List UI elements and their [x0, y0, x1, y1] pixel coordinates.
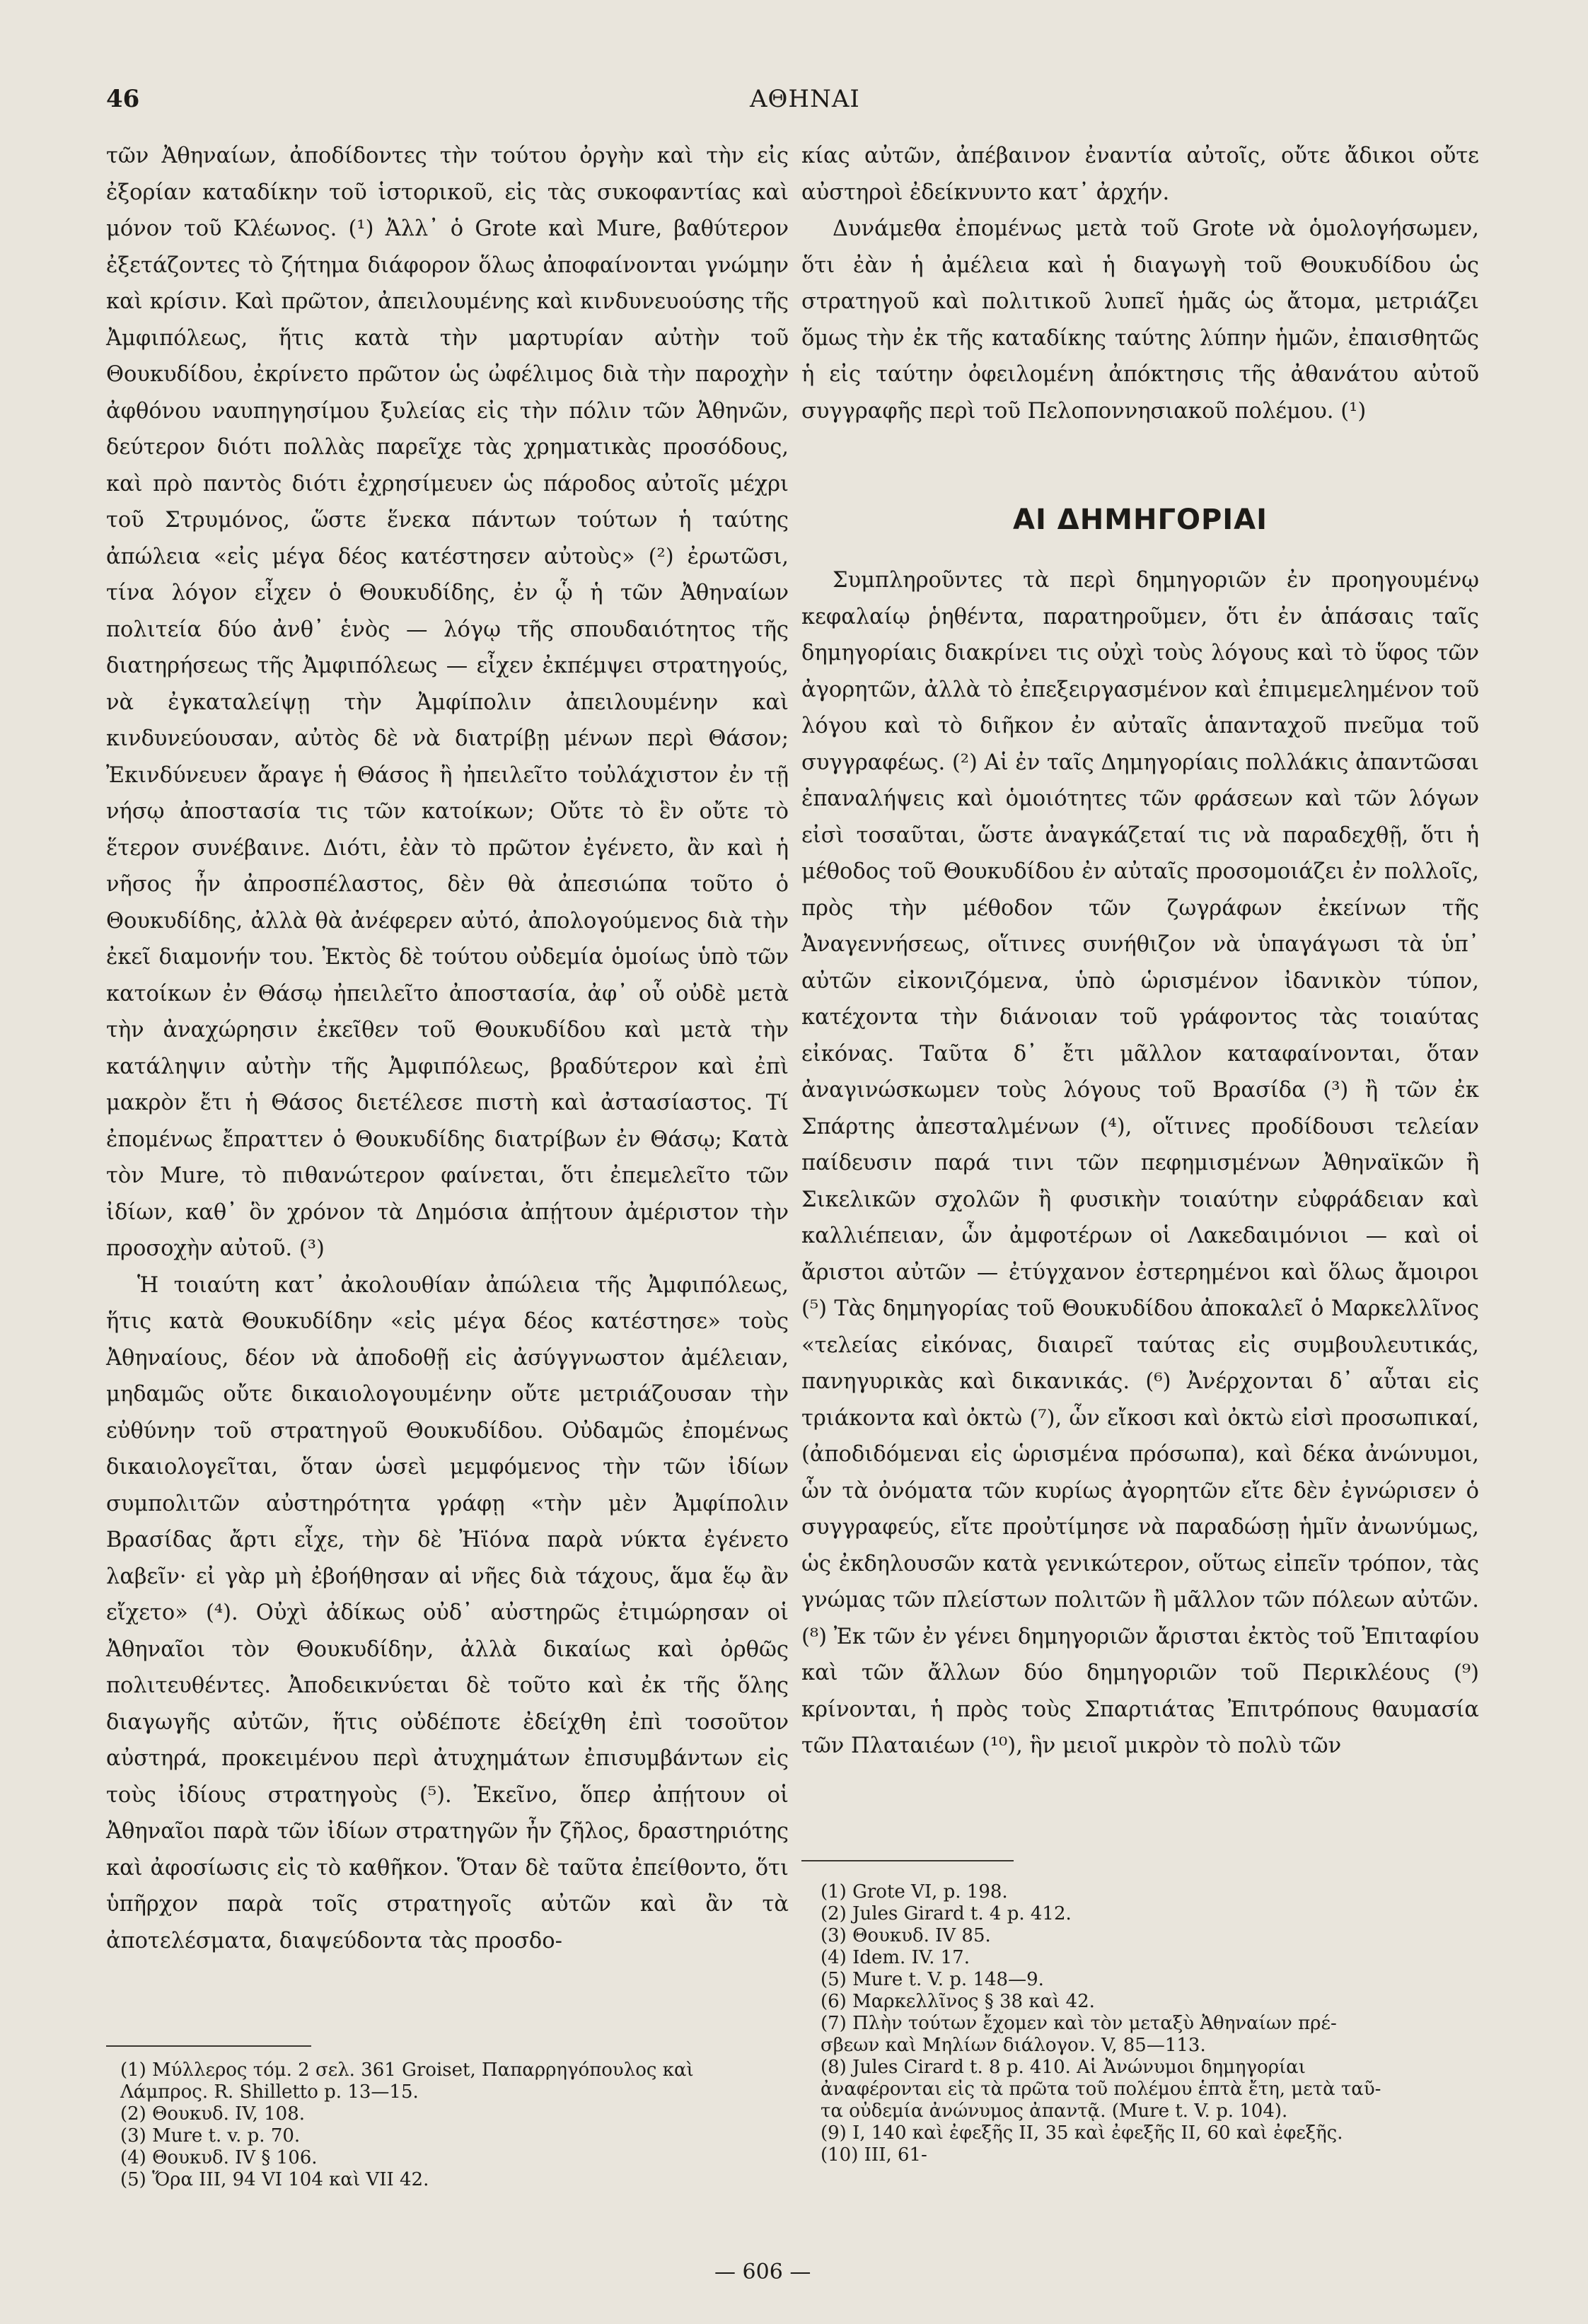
right-column-section	[801, 562, 1479, 1765]
footnote: (5) Mure t. V. p. 148—9.	[821, 1969, 1044, 1990]
footnote: τα οὐδεμία ἀνώνυμος ἀπαντᾷ. (Mure t. V. p. 104).	[821, 2101, 1288, 2122]
footnote: (3) Mure t. v. p. 70.	[120, 2125, 301, 2146]
right-footnotes	[821, 1881, 1471, 2166]
paragraph: Συμπληροῦντες τὰ περὶ δημηγοριῶν ἐν προηγουμένῳ κεφαλαίῳ ῥηθέντα, παρατηροῦμεν, ὅτι ἐν ἁπάσαις ταῖς δημηγορίαις διακρίνει τις οὐχὶ τοὺς λόγους καὶ τὸ ὕφος τῶν ἀγορητῶν, ἀλλὰ τὸ ἐπεξειργασμένον καὶ ἐπιμεμελημένον τοῦ λόγου καὶ τὸ διῆκον ἐν αὐταῖς ἁπανταχοῦ πνεῦμα τοῦ συγγραφέως. (²) Αἱ ἐν ταῖς Δημηγορίαις πολλάκις ἀπαντῶσαι ἐπαναλήψεις καὶ ὁμοιότητες τῶν φράσεων καὶ τῶν λόγων εἰσὶ τοσαῦται, ὥστε ἀναγκάζεταί τις νὰ παραδεχθῇ, ὅτι ἡ μέθοδος τοῦ Θουκυδίδου ἐν αὐταῖς προσομοιάζει ἐν πολλοῖς, πρὸς τὴν μέθοδον τῶν ζωγράφων ἐκείνων τῆς Ἀναγεννήσεως, οἵτινες συνήθιζον νὰ ὑπαγάγωσι τὰ ὑπ᾽ αὐτῶν εἰκονιζόμενα, ὑπὸ ὡρισμένον ἰδανικὸν τύπον, κατέχοντα τὴν διάνοιαν τοῦ γράφοντος τὰς τοιαύτας εἰκόνας. Ταῦτα δ᾽ ἔτι μᾶλλον καταφαίνονται, ὅταν ἀναγινώσκωμεν τοὺς λόγους τοῦ Βρασίδα (³) ἢ τῶν ἐκ Σπάρτης ἀπεσταλμένων (⁴), οἵτινες προδίδουσι τελείαν παίδευσιν παρά τινι τῶν πεφημισμένων Ἀθηναϊκῶν ἢ Σικελικῶν σχολῶν ἢ φυσικὴν τοιαύτην εὐφράδειαν καὶ καλλιέπειαν, ὧν ἀμφοτέρων οἱ Λακεδαιμόνιοι — καὶ οἱ ἄριστοι αὐτῶν — ἐτύγχανον ἐστερημένοι καὶ ὅλως ἄμοιροι (⁵) Τὰς δημηγορίας τοῦ Θουκυδίδου ἀποκαλεῖ ὁ Μαρκελλῖνος «τελείας εἰκόνας, διαιρεῖ ταύτας εἰς συμβουλευτικάς, πανηγυρικὰς καὶ δικανικάς. (⁶) Ἀνέρχονται δ᾽ αὗται εἰς τριάκοντα καὶ ὀκτὼ (⁷), ὧν εἴκοσι καὶ ὀκτὼ εἰσὶ προσωπικαί, (ἀποδιδόμεναι εἰς ὡρισμένα πρόσωπα), καὶ δέκα ἀνώνυμοι, ὧν τὰ ὀνόματα τῶν κυρίως ἀγορητῶν εἴτε δὲν ἐγνώρισεν ὁ συγγραφεύς, εἴτε προὐτίμησε νὰ παραδώσῃ ἡμῖν ἀνωνύμως, ὡς ἐκδηλουσῶν κατὰ γενικώτερον, οὕτως εἰπεῖν τρόπον, τὰς γνώμας τῶν πλείστων πολιτῶν ἢ μᾶλλον τῶν πόλεων αὐτῶν. (⁸) Ἐκ τῶν ἐν γένει δημηγοριῶν ἄρισται ἐκτὸς τοῦ Ἐπιταφίου καὶ τῶν ἄλλων δύο δημηγοριῶν τοῦ Περικλέους (⁹) κρίνονται, ἡ πρὸς τοὺς Σπαρτιάτας Ἐπιτρόπους θαυμασία τῶν Πλαταιέων (¹⁰), ἣν μειοῖ μικρὸν τὸ πολὺ τῶν	[801, 568, 1479, 1758]
footnote: (4) Idem. IV. 17.	[821, 1947, 970, 1968]
footnote: (1) Grote VI, p. 198.	[821, 1881, 1008, 1902]
signature-mark: — 606 —	[714, 2260, 811, 2284]
footnote: (6) Μαρκελλῖνος § 38 καὶ 42.	[821, 1991, 1095, 2012]
right-column-top	[801, 138, 1479, 429]
footnote: (1) Μύλλερος τόμ. 2 σελ. 361 Groiset, Παπαρρηγόπουλος καὶ Λάμπρος. R. Shilletto p. 13—15.	[120, 2059, 694, 2103]
footnote: (8) Jules Cirard t. 8 p. 410. Αἱ Ἀνώνυμοι δημηγορίαι	[821, 2057, 1306, 2078]
left-column	[106, 138, 789, 1959]
paragraph: Ἡ τοιαύτη κατ᾽ ἀκολουθίαν ἀπώλεια τῆς Ἀμφιπόλεως, ἥτις κατὰ Θουκυδίδην «εἰς μέγα δέος κατέστησε» τοὺς Ἀθηναίους, δέον νὰ ἀποδοθῇ εἰς ἀσύγγνωστον ἀμέλειαν, μηδαμῶς οὔτε δικαιολογουμένην οὔτε μετριάζουσαν τὴν εὐθύνην τοῦ στρατηγοῦ Θουκυδίδου. Οὐδαμῶς ἐπομένως δικαιολογεῖται, ὅταν ὡσεὶ μεμφόμενος τὴν τῶν ἰδίων συμπολιτῶν αὐστηρότητα γράφῃ «τὴν μὲν Ἀμφίπολιν Βρασίδας ἄρτι εἶχε, τὴν δὲ Ἠϊόνα παρὰ νύκτα ἐγένετο λαβεῖν· εἰ γὰρ μὴ ἐβοήθησαν αἱ νῆες διὰ τάχους, ἅμα ἕῳ ἂν εἴχετο» (⁴). Οὐχὶ ἀδίκως οὐδ᾽ αὐστηρῶς ἐτιμώρησαν οἱ Ἀθηναῖοι τὸν Θουκυδίδην, ἀλλὰ δικαίως καὶ ὀρθῶς πολιτευθέντες. Ἀποδεικνύεται δὲ τοῦτο καὶ ἐκ τῆς ὅλης διαγωγῆς αὐτῶν, ἥτις οὐδέποτε ἐδείχθη ἐπὶ τοσοῦτον αὐστηρά, προκειμένου περὶ ἀτυχημάτων ἐπισυμβάντων εἰς τοὺς ἰδίους στρατηγοὺς (⁵). Ἐκεῖνο, ὅπερ ἀπῄτουν οἱ Ἀθηναῖοι παρὰ τῶν ἰδίων στρατηγῶν ἦν ζῆλος, δραστηριότης καὶ ἀφοσίωσις εἰς τὸ καθῆκον. Ὅταν δὲ ταῦτα ἐπείθοντο, ὅτι ὑπῆρχον παρὰ τοῖς στρατηγοῖς αὐτῶν καὶ ἂν τὰ ἀποτελέσματα, διαψεύδοντα τὰς προσδο-	[106, 1272, 789, 1953]
footnote: (5) Ὅρα III, 94 VI 104 καὶ VII 42.	[120, 2169, 429, 2190]
left-footnotes	[120, 2059, 771, 2191]
page-number: 46	[106, 85, 140, 113]
paragraph: κίας αὐτῶν, ἀπέβαινον ἐναντία αὐτοῖς, οὔτε ἄδικοι οὔτε αὐστηροὶ ἐδείκνυντο κατ᾽ ἀρχήν.	[801, 144, 1479, 205]
section-heading: ΑΙ ΔΗΜΗΓΟΡΙΑΙ	[1012, 504, 1268, 536]
paragraph: Δυνάμεθα ἐπομένως μετὰ τοῦ Grote νὰ ὁμολογήσωμεν, ὅτι ἐὰν ἡ ἀμέλεια καὶ ἡ διαγωγὴ τοῦ Θουκυδίδου ὡς στρατηγοῦ καὶ πολιτικοῦ λυπεῖ ἡμᾶς ὡς ἄτομα, μετριάζει ὅμως τὴν ἐκ τῆς καταδίκης ταύτης λύπην ἡμῶν, ἐπαισθητῶς ἡ εἰς ταύτην ὀφειλομένη ἀπόκτησις τῆς ἀθανάτου αὐτοῦ συγγραφῆς περὶ τοῦ Πελοποννησιακοῦ πολέμου. (¹)	[801, 216, 1479, 424]
footnote: (9) I, 140 καὶ ἐφεξῆς II, 35 καὶ ἐφεξῆς II, 60 καὶ ἐφεξῆς.	[821, 2122, 1343, 2144]
footnote: (3) Θουκυδ. IV 85.	[821, 1925, 991, 1946]
footnote: (4) Θουκυδ. IV § 106.	[120, 2147, 318, 2168]
footnote: ἀναφέρονται εἰς τὰ πρῶτα τοῦ πολέμου ἑπτὰ ἔτη, μετὰ ταῦ-	[821, 2079, 1381, 2100]
paragraph: τῶν Ἀθηναίων, ἀποδίδοντες τὴν τούτου ὀργὴν καὶ τὴν εἰς ἐξορίαν καταδίκην τοῦ ἱστορικοῦ, εἰς τὰς συκοφαντίας καὶ μόνον τοῦ Κλέωνος. (¹) Ἀλλ᾽ ὁ Grote καὶ Mure, βαθύτερον ἐξετάζοντες τὸ ζήτημα διάφορον ὅλως ἀποφαίνονται γνώμην καὶ κρίσιν. Καὶ πρῶτον, ἀπειλουμένης καὶ κινδυνευούσης τῆς Ἀμφιπόλεως, ἥτις κατὰ τὴν μαρτυρίαν αὐτὴν τοῦ Θουκυδίδου, ἐκρίνετο πρῶτον ὡς ὠφέλιμος διὰ τὴν παροχὴν ἀφθόνου ναυπηγησίμου ξυλείας εἰς τὴν πόλιν τῶν Ἀθηνῶν, δεύτερον διότι πολλὰς παρεῖχε τὰς χρηματικὰς προσόδους, καὶ πρὸ παντὸς διότι ἐχρησίμευεν ὡς πάροδος αὐτοῖς μέχρι τοῦ Στρυμόνος, ὥστε ἕνεκα πάντων τούτων ἡ ταύτης ἀπώλεια «εἰς μέγα δέος κατέστησεν αὐτοὺς» (²) ἐρωτῶσι, τίνα λόγον εἶχεν ὁ Θουκυδίδης, ἐν ᾧ ἡ τῶν Ἀθηναίων πολιτεία δύο ἀνθ᾽ ἑνὸς — λόγῳ τῆς σπουδαιότητος τῆς διατηρήσεως τῆς Ἀμφιπόλεως — εἶχεν ἐκπέμψει στρατηγούς, νὰ ἐγκαταλείψῃ τὴν Ἀμφίπολιν ἀπειλουμένην καὶ κινδυνεύουσαν, αὐτὸς δὲ νὰ διατρίβῃ μένων περὶ Θάσον; Ἐκινδύνευεν ἄραγε ἡ Θάσος ἢ ἠπειλεῖτο τοὐλάχιστον ἐν τῇ νήσῳ ἀποστασία τις τῶν κατοίκων; Οὔτε τὸ ἓν οὔτε τὸ ἕτερον συνέβαινε. Διότι, ἐὰν τὸ πρῶτον ἐγένετο, ἂν καὶ ἡ νῆσος ἦν ἀπροσπέλαστος, δὲν θὰ ἀπεσιώπα τοῦτο ὁ Θουκυδίδης, ἀλλὰ θὰ ἀνέφερεν αὐτό, ἀπολογούμενος διὰ τὴν ἐκεῖ διαμονήν του. Ἐκτὸς δὲ τούτου οὐδεμία ὁμοίως ὑπὸ τῶν κατοίκων ἐν Θάσῳ ἠπειλεῖτο ἀποστασία, ἀφ᾽ οὗ οὐδὲ μετὰ τὴν ἀναχώρησιν ἐκεῖθεν τοῦ Θουκυδίδου καὶ μετὰ τὴν κατάληψιν αὐτὴν τῆς Ἀμφιπόλεως, βραδύτερον καὶ ἐπὶ μακρὸν ἔτι ἡ Θάσος διετέλεσε πιστὴ καὶ ἀστασίαστος. Τί ἐπομένως ἔπραττεν ὁ Θουκυδίδης διατρίβων ἐν Θάσῳ; Κατὰ τὸν Mure, τὸ πιθανώτερον φαίνεται, ὅτι ἐπεμελεῖτο τῶν ἰδίων, καθ᾽ ὃν χρόνον τὰ Δημόσια ἀπῄτουν ἀμέριστον τὴν προσοχὴν αὐτοῦ. (³)	[106, 144, 789, 1261]
footnote: (2) Θουκυδ. IV, 108.	[120, 2103, 306, 2125]
footnote-rule	[801, 1860, 1014, 1861]
footnote-rule	[106, 2045, 311, 2047]
footnote: (7) Πλὴν τούτων ἔχομεν καὶ τὸν μεταξὺ Ἀθηναίων πρέ-	[821, 2013, 1337, 2034]
running-head: ΑΘΗΝΑΙ	[750, 85, 860, 113]
footnote: (10) III, 61-	[821, 2144, 927, 2166]
footnote: (2) Jules Girard t. 4 p. 412.	[821, 1903, 1072, 1924]
footnote: σβεων καὶ Μηλίων διάλογον. V, 85—113.	[821, 2035, 1206, 2056]
